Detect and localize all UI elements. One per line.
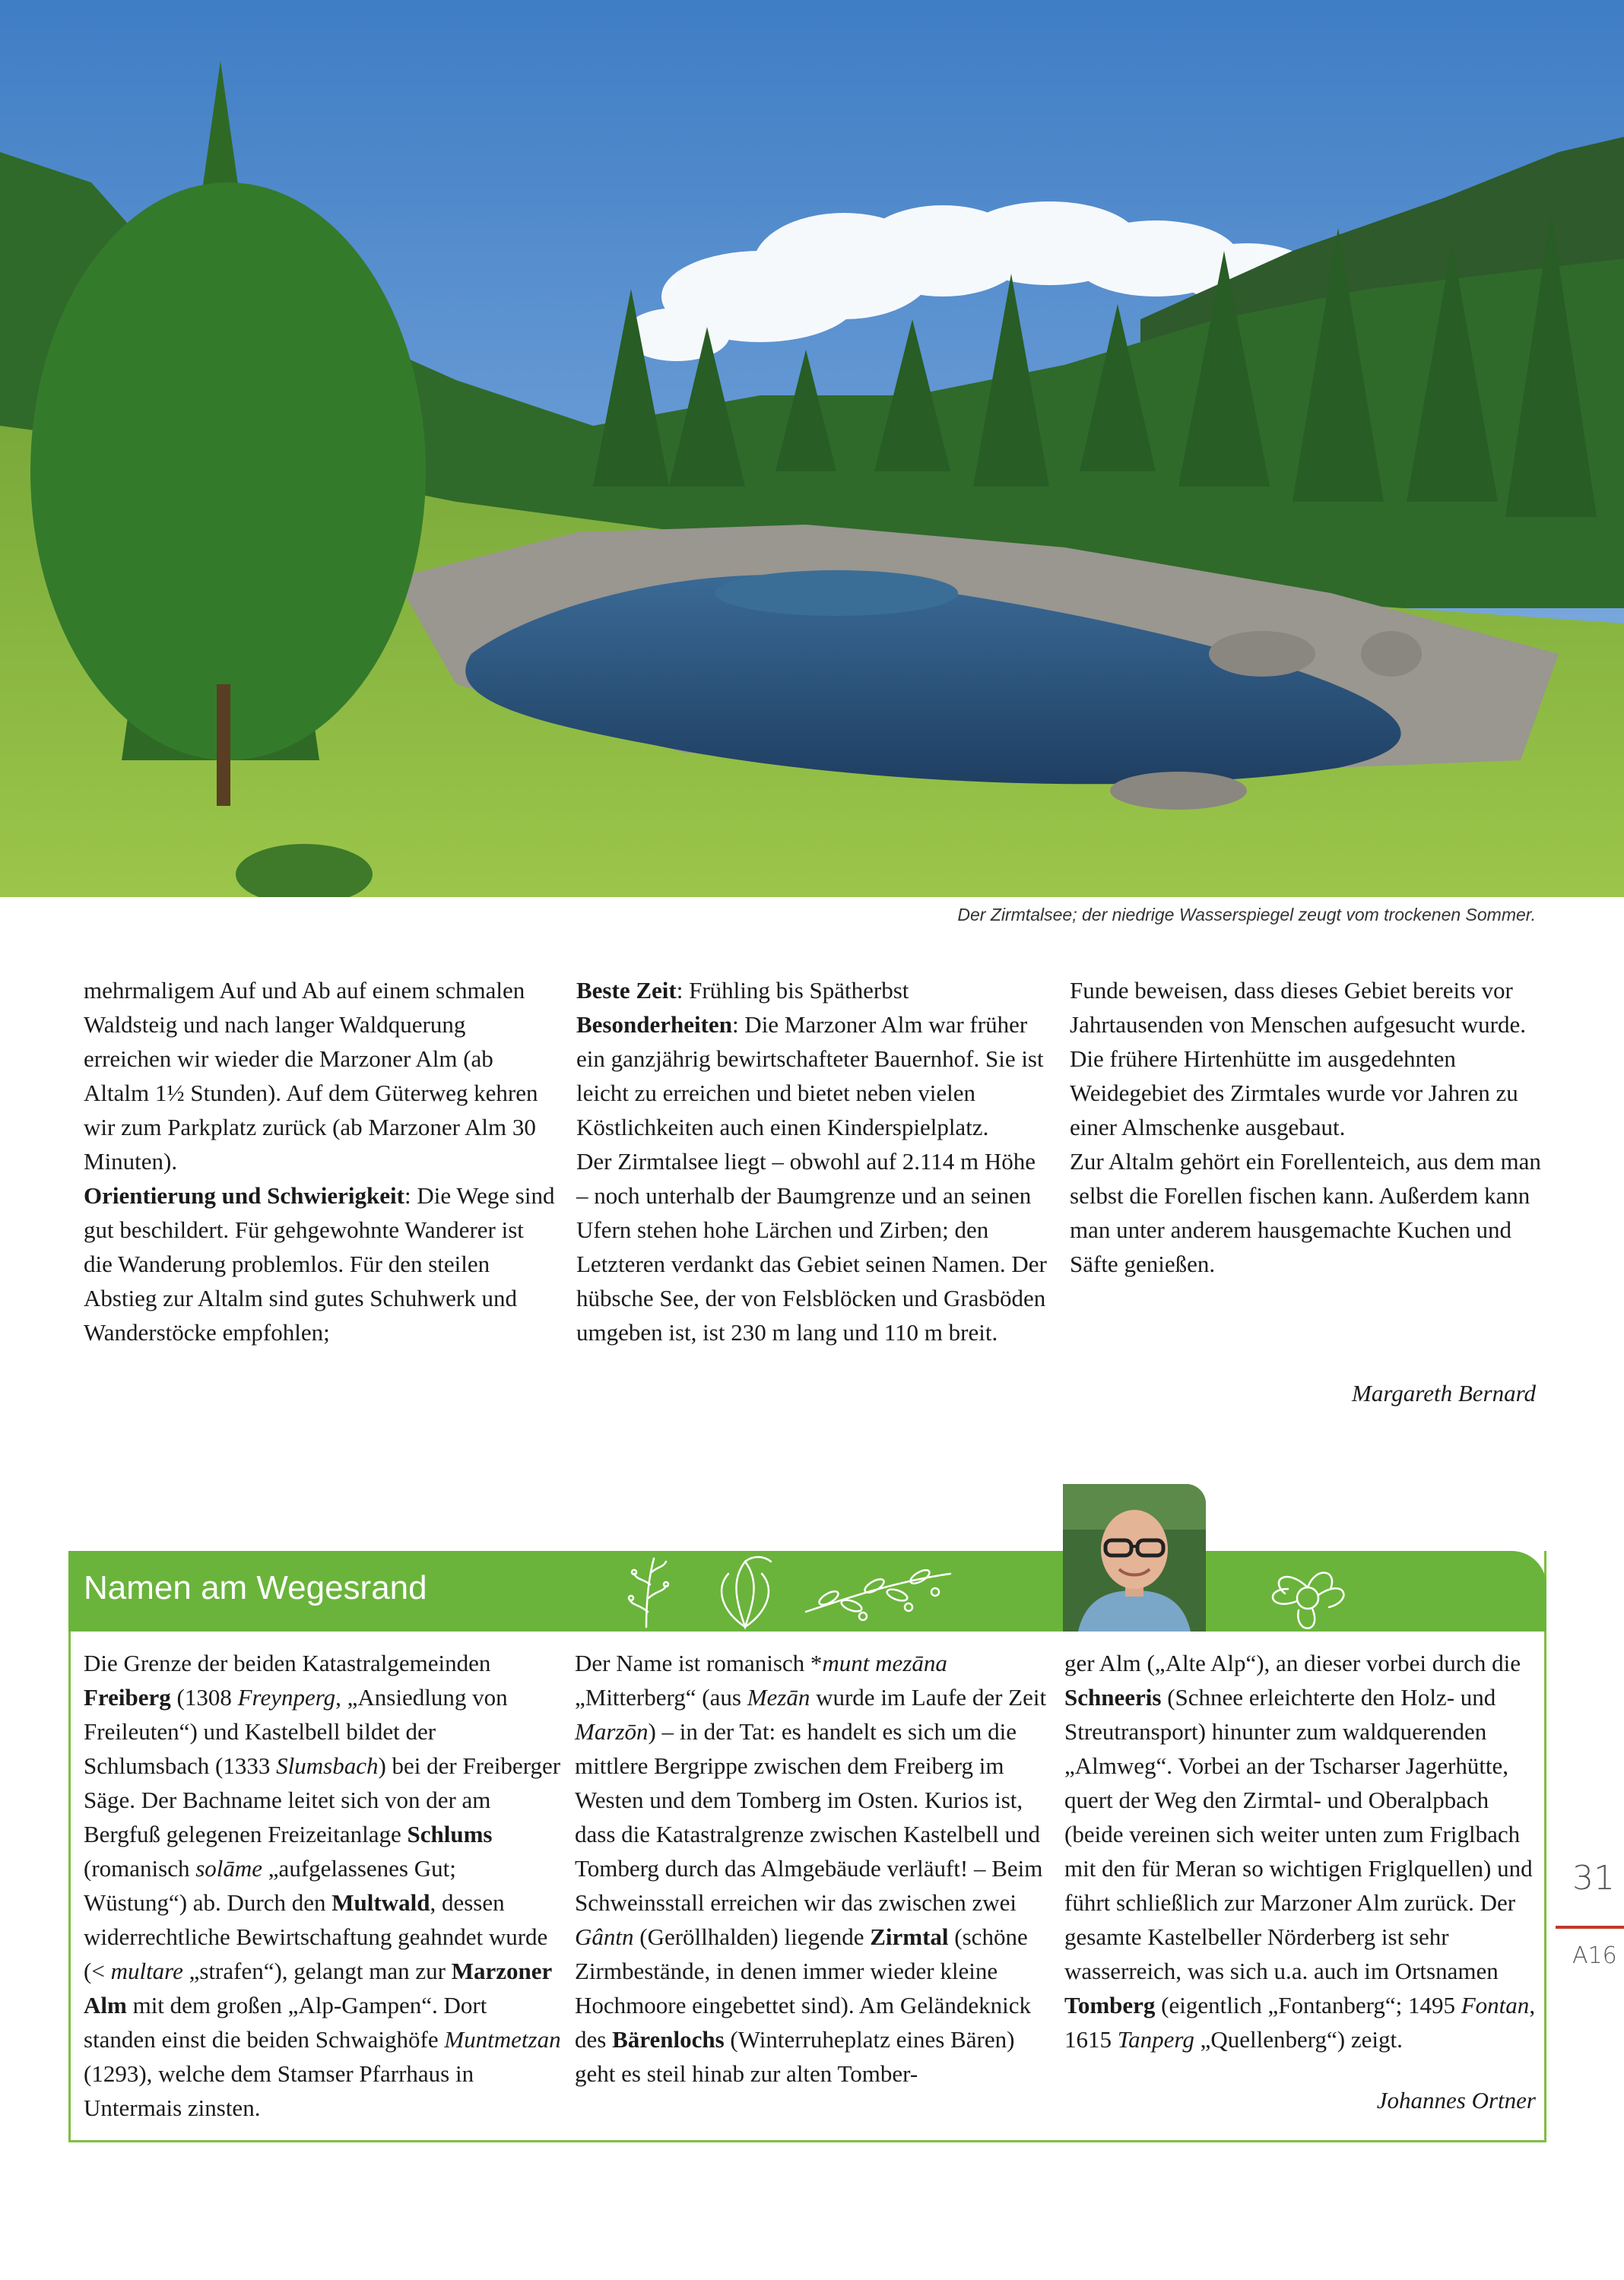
box-column-3 <box>1064 1646 1543 2056</box>
text-run: Funde beweisen, dass dieses Gebiet bereits vor Jahrtausenden von Menschen aufgesucht wurde. <box>1070 977 1527 1038</box>
flower-bud-icon <box>722 1557 771 1627</box>
bold-text: Orientierung und Schwierigkeit <box>84 1182 404 1209</box>
text-run: „Quellenberg“) zeigt. <box>1194 2026 1403 2053</box>
italic-text: solāme <box>195 1855 263 1882</box>
bold-text: Schlums <box>407 1821 493 1847</box>
names-box-title: Namen am Wegesrand <box>84 1569 427 1606</box>
bold-text: Besonderheiten <box>576 1011 732 1038</box>
paragraph <box>576 973 1048 1007</box>
text-run: „aufgelassenes Gut; Wüstung“) ab. Durch den <box>84 1855 456 1916</box>
blossom-icon <box>1273 1573 1343 1628</box>
page-number: 31 <box>1572 1859 1615 1898</box>
text-run: ) bei der Freiberger Säge. Der Bachname leitet sich von der am Bergfuß gelegenen Freizeitanlage <box>84 1752 561 1847</box>
hero-photo <box>0 0 1624 897</box>
botanical-ornaments <box>601 1551 1361 1632</box>
text-run: (Geröllhalden) liegende <box>633 1923 871 1950</box>
paragraph <box>84 973 555 1178</box>
italic-text: Mezān <box>747 1684 810 1711</box>
bold-text: Multwald <box>331 1889 430 1916</box>
bold-text: Marzoner Alm <box>84 1958 552 2018</box>
italic-text: Gântn <box>575 1923 634 1950</box>
text-run: Zur Altalm gehört ein Forellenteich, aus dem man selbst die Forellen fischen kann. Außerdem kann man unter anderem hausgemachte Kuchen und Säfte genießen. <box>1070 1148 1541 1277</box>
text-run: (Schnee erleichterte den Holz- und Streutransport) hinunter zum waldquerenden „Almweg“. Vorbei an der Tscharser Jagerhütte, quert der Weg den Zirmtal- und Oberalpbach (beide vereinen sich weiter unten zum Friglbach mit den für Meran so wichtigen Friglquellen) und führt schließlich zur Marzoner Alm zurück. Der gesamte Kastelbeller Nörderberg ist sehr wasserreich, was sich u.a. auch im Ortsnamen <box>1064 1684 1533 1984</box>
paragraph <box>1070 1042 1541 1144</box>
bold-text: Freiberg <box>84 1684 171 1711</box>
bold-text: Bärenlochs <box>612 2026 725 2053</box>
bold-text: Tomberg <box>1064 1992 1156 2018</box>
article-column-2 <box>576 973 1048 1349</box>
text-run: (romanisch <box>84 1855 196 1882</box>
text-run: Der Zirmtalsee liegt – obwohl auf 2.114 m Höhe – noch unterhalb der Baumgrenze und an seinen Ufern stehen hohe Lärchen und Zirben; den Letzteren verdankt das Gebiet seinen Namen. Der hübsche See, der von Felsblöcken und Grasböden umgeben ist, ist 230 m lang und 110 m breit. <box>576 1148 1047 1346</box>
olive-branch-icon <box>806 1568 950 1620</box>
author-portrait <box>1063 1484 1206 1632</box>
text-run: Die Grenze der beiden Katastralgemeinden <box>84 1650 491 1676</box>
italic-text: multare <box>110 1958 183 1984</box>
text-run: (eigentlich „Fontanberg“; 1495 <box>1155 1992 1461 2018</box>
bold-text: Zirmtal <box>870 1923 949 1950</box>
issue-label: A16 <box>1572 1942 1617 1969</box>
page-number-divider <box>1556 1926 1624 1929</box>
italic-text: Tanperg <box>1117 2026 1194 2053</box>
text-run: mehrmaligem Auf und Ab auf einem schmalen Waldsteig und nach langer Waldquerung erreichen wir wieder die Marzoner Alm (ab Altalm 1½ Stunden). Auf dem Güterweg kehren wir zum Parkplatz zurück (ab Marzoner Alm 30 Minuten). <box>84 977 538 1175</box>
text-run: ger Alm („Alte Alp“), an dieser vorbei durch die <box>1064 1650 1521 1676</box>
text-run: „strafen“), gelangt man zur <box>182 1958 452 1984</box>
text-run: : Die Wege sind gut beschildert. Für gehgewohnte Wanderer ist die Wanderung problemlos. Für den steilen Abstieg zur Altalm sind gutes Schuhwerk und Wanderstöcke empfohlen; <box>84 1182 555 1346</box>
paragraph <box>1070 1144 1541 1281</box>
paragraph <box>576 1144 1048 1349</box>
paragraph <box>575 1646 1054 2091</box>
text-run: Der Name ist romanisch * <box>575 1650 823 1676</box>
text-run: (1308 <box>170 1684 238 1711</box>
italic-text: Fontan <box>1461 1992 1530 2018</box>
article-column-1 <box>84 973 555 1349</box>
photo-caption: Der Zirmtalsee; der niedrige Wasserspiegel zeugt vom trockenen Sommer. <box>957 905 1536 924</box>
paragraph <box>576 1007 1048 1144</box>
paragraph <box>1070 973 1541 1042</box>
article-column-3 <box>1070 973 1541 1281</box>
text-run: ) – in der Tat: es handelt es sich um die mittlere Bergrippe zwischen dem Freiberg im Westen und dem Tomberg im Osten. Kurios ist, dass die Katastralgrenze zwischen Kastelbell und Tomberg durch das Almgebäude verläuft! – Beim Schweinsstall erreichen wir das zwischen zwei <box>575 1718 1043 1916</box>
text-run: (schöne Zirmbestände, in denen immer wieder kleine Hochmoore eingebettet sind). Am Geländeknick des <box>575 1923 1032 2053</box>
text-run: (Winterruheplatz eines Bären) geht es steil hinab zur alten Tomber- <box>575 2026 1015 2087</box>
italic-text: Slumsbach <box>276 1752 379 1779</box>
bold-text: Schneeris <box>1064 1684 1162 1711</box>
herb-sprig-icon <box>629 1559 668 1627</box>
text-run: (1293), welche dem Stamser Pfarrhaus in Untermais zinsten. <box>84 2060 474 2121</box>
text-run: wurde im Laufe der Zeit <box>810 1684 1047 1711</box>
text-run: mit dem großen „Alp-Gampen“. Dort standen einst die beiden Schwaighöfe <box>84 1992 487 2053</box>
text-run: , dessen widerrechtliche Bewirtschaftung geahndet wurde (< <box>84 1889 548 1984</box>
box-column-1 <box>84 1646 563 2125</box>
italic-text: Marzōn <box>575 1718 649 1745</box>
article-author: Margareth Bernard <box>1352 1380 1536 1406</box>
italic-text: Freynperg <box>237 1684 336 1711</box>
text-run: , „Ansiedlung von Freileuten“) und Kastelbell bildet der Schlumsbach (1333 <box>84 1684 508 1779</box>
text-run: Die frühere Hirtenhütte im ausgedehnten Weidegebiet des Zirmtales wurde vor Jahren zu einer Almschenke ausgebaut. <box>1070 1045 1518 1140</box>
text-run: : Die Marzoner Alm war früher ein ganzjährig bewirtschafteter Bauernhof. Sie ist leicht zu erreichen und bietet neben vielen Köstlichkeiten auch einen Kinderspielplatz. <box>576 1011 1044 1140</box>
italic-text: Muntmetzan <box>444 2026 561 2053</box>
lake-landscape-illustration <box>0 0 1624 897</box>
paragraph <box>84 1178 555 1349</box>
paragraph <box>84 1646 563 2125</box>
box-author: Johannes Ortner <box>1376 2087 1536 2114</box>
paragraph <box>1064 1646 1543 2056</box>
bold-text: Beste Zeit <box>576 977 677 1004</box>
text-run: , 1615 <box>1064 1992 1536 2053</box>
italic-text: munt mezāna <box>822 1650 947 1676</box>
box-column-2 <box>575 1646 1054 2091</box>
text-run: : Frühling bis Spätherbst <box>676 977 909 1004</box>
text-run: „Mitterberg“ (aus <box>575 1684 747 1711</box>
